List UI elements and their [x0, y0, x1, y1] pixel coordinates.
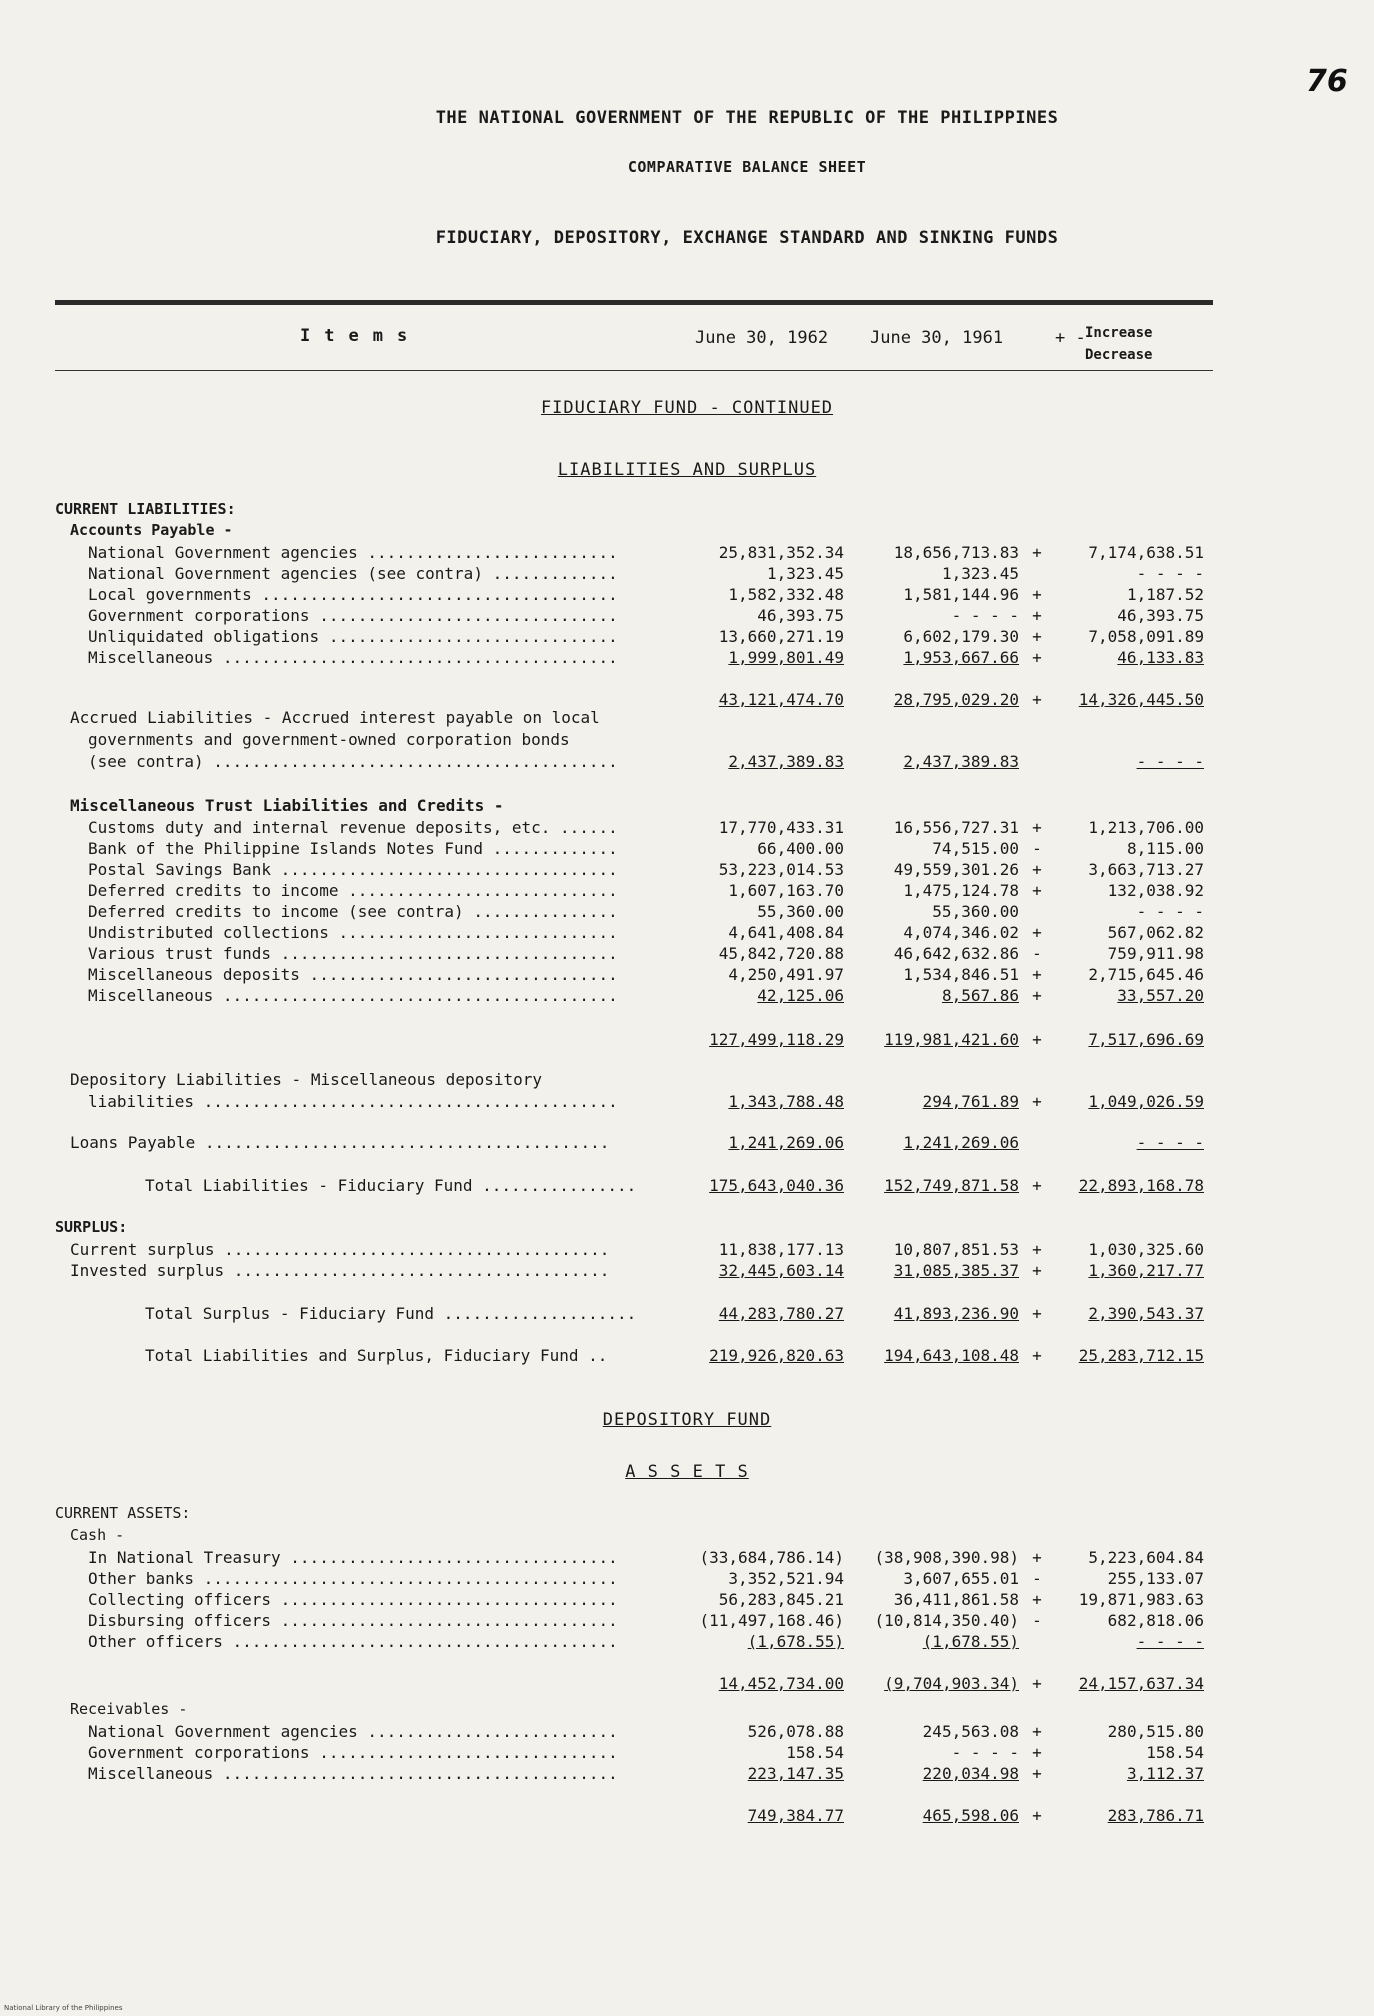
value-change: 14,326,445.50 — [1078, 690, 1204, 709]
table-row — [0, 986, 1374, 1008]
value-1962: 17,770,433.31 — [718, 818, 844, 837]
table-row — [0, 752, 1374, 774]
value-1961: 41,893,236.90 — [893, 1304, 1019, 1323]
value-1962: 66,400.00 — [757, 839, 844, 858]
value-1962: 14,452,734.00 — [718, 1674, 844, 1693]
header-increase: Increase — [1085, 325, 1153, 341]
value-1962: 55,360.00 — [757, 902, 844, 921]
table-row — [0, 944, 1374, 966]
value-change: 3,112.37 — [1126, 1764, 1204, 1783]
row-label: Total Liabilities - Fiduciary Fund ................ — [145, 1176, 637, 1195]
row-label: Various trust funds ................................... — [88, 944, 618, 963]
value-1962: 4,250,491.97 — [728, 965, 844, 984]
table-row — [0, 965, 1374, 987]
table-row — [0, 1611, 1374, 1633]
row-label: Deferred credits to income ............................ — [88, 881, 618, 900]
table-row — [0, 1806, 1374, 1828]
value-1962: 1,607,163.70 — [728, 881, 844, 900]
section-depository: DEPOSITORY FUND — [602, 1410, 772, 1430]
table-row — [0, 1176, 1374, 1198]
value-1962: 1,241,269.06 — [728, 1133, 844, 1152]
value-1961: 194,643,108.48 — [884, 1346, 1019, 1365]
value-1961: - - - - — [951, 1743, 1019, 1762]
value-1962: 44,283,780.27 — [718, 1304, 844, 1323]
value-change: 25,283,712.15 — [1078, 1346, 1204, 1365]
header-sign: + - — [1055, 328, 1086, 348]
table-row — [0, 1030, 1374, 1052]
value-1962: 53,223,014.53 — [718, 860, 844, 879]
value-1961: 36,411,861.58 — [893, 1590, 1019, 1609]
sign: + — [1032, 648, 1042, 667]
value-change: 567,062.82 — [1107, 923, 1204, 942]
title-government: THE NATIONAL GOVERNMENT OF THE REPUBLIC OF THE PHILIPPINES — [435, 108, 1059, 128]
row-label: Total Surplus - Fiduciary Fund .................... — [145, 1304, 637, 1323]
table-row — [0, 1261, 1374, 1283]
value-change: 1,030,325.60 — [1088, 1240, 1204, 1259]
table-row — [0, 1722, 1374, 1744]
row-label: Unliquidated obligations .............................. — [88, 627, 618, 646]
value-1962: 2,437,389.83 — [728, 752, 844, 771]
table-header — [55, 322, 1213, 368]
value-change: 2,715,645.46 — [1088, 965, 1204, 984]
table-row — [0, 543, 1374, 565]
table-row — [0, 1632, 1374, 1654]
value-1961: 1,323.45 — [941, 564, 1019, 583]
value-1961: 16,556,727.31 — [893, 818, 1019, 837]
row-label: Deferred credits to income (see contra) ............... — [88, 902, 618, 921]
value-1961: 46,642,632.86 — [893, 944, 1019, 963]
value-1962: 56,283,845.21 — [718, 1590, 844, 1609]
sign: + — [1032, 1590, 1042, 1609]
sign: + — [1032, 1806, 1042, 1825]
row-label: National Government agencies .......................... — [88, 1722, 618, 1741]
header-increase-decrease — [1085, 322, 1152, 366]
row-label: Customs duty and internal revenue deposits, etc. ...... — [88, 818, 618, 837]
section-assets: A S S E T S — [625, 1462, 749, 1482]
row-label: Current surplus ........................................ — [70, 1240, 610, 1259]
value-change: 1,187.52 — [1126, 585, 1204, 604]
table-row — [0, 902, 1374, 924]
value-1962: 526,078.88 — [747, 1722, 844, 1741]
value-change: 33,557.20 — [1117, 986, 1204, 1005]
row-label: Local governments ..................................... — [88, 585, 618, 604]
sign: + — [1032, 1304, 1042, 1323]
table-row — [0, 1674, 1374, 1696]
value-1961: 4,074,346.02 — [903, 923, 1019, 942]
row-label: Invested surplus ....................................... — [70, 1261, 610, 1280]
value-change: 280,515.80 — [1107, 1722, 1204, 1741]
header-line — [55, 370, 1213, 371]
value-1961: (10,814,350.40) — [874, 1611, 1019, 1630]
row-label: (see contra) .......................................... — [88, 752, 618, 771]
table-row — [0, 818, 1374, 840]
value-change: 158.54 — [1146, 1743, 1204, 1762]
value-1961: 28,795,029.20 — [893, 690, 1019, 709]
sign: - — [1032, 1569, 1042, 1588]
value-1961: 6,602,179.30 — [903, 627, 1019, 646]
value-1961: 18,656,713.83 — [893, 543, 1019, 562]
table-row — [0, 860, 1374, 882]
value-1961: 8,567.86 — [941, 986, 1019, 1005]
value-1962: 749,384.77 — [747, 1806, 844, 1825]
sign: + — [1032, 1548, 1042, 1567]
value-1962: 1,999,801.49 — [728, 648, 844, 667]
value-change: 682,818.06 — [1107, 1611, 1204, 1630]
footer-note: National Library of the Philippines — [4, 2004, 123, 2012]
value-1961: 2,437,389.83 — [903, 752, 1019, 771]
value-change: 1,213,706.00 — [1088, 818, 1204, 837]
value-1961: - - - - — [951, 606, 1019, 625]
value-change: 1,049,026.59 — [1088, 1092, 1204, 1111]
table-row — [0, 1590, 1374, 1612]
value-1961: 245,563.08 — [922, 1722, 1019, 1741]
value-change: 8,115.00 — [1126, 839, 1204, 858]
value-change: 2,390,543.37 — [1088, 1304, 1204, 1323]
group-cash: Cash - — [70, 1526, 125, 1544]
value-1962: 46,393.75 — [757, 606, 844, 625]
value-1962: 42,125.06 — [757, 986, 844, 1005]
value-1962: 13,660,271.19 — [718, 627, 844, 646]
value-change: 3,663,713.27 — [1088, 860, 1204, 879]
table-row — [0, 1569, 1374, 1591]
sign: + — [1032, 881, 1042, 900]
value-1961: 465,598.06 — [922, 1806, 1019, 1825]
value-1962: 158.54 — [786, 1743, 844, 1762]
value-change: - - - - — [1136, 1133, 1204, 1152]
value-change: 46,133.83 — [1117, 648, 1204, 667]
value-1961: 1,953,667.66 — [903, 648, 1019, 667]
table-row — [0, 648, 1374, 670]
sign: + — [1032, 1346, 1042, 1365]
sign: + — [1032, 1722, 1042, 1741]
value-1962: (11,497,168.46) — [699, 1611, 844, 1630]
sign: + — [1032, 606, 1042, 625]
table-row — [0, 1133, 1374, 1155]
sign: - — [1032, 1611, 1042, 1630]
table-row — [0, 564, 1374, 586]
row-label: Total Liabilities and Surplus, Fiduciary Fund .. — [145, 1346, 608, 1365]
group-misc-trust: Miscellaneous Trust Liabilities and Credits - — [70, 796, 504, 815]
row-label: Miscellaneous ......................................... — [88, 648, 618, 667]
row-label: Other banks ........................................... — [88, 1569, 618, 1588]
value-1961: 119,981,421.60 — [884, 1030, 1019, 1049]
sign: + — [1032, 860, 1042, 879]
header-items: Items — [300, 326, 422, 346]
value-change: 283,786.71 — [1107, 1806, 1204, 1825]
value-change: 22,893,168.78 — [1078, 1176, 1204, 1195]
group-current-liabilities: CURRENT LIABILITIES: — [55, 500, 236, 518]
sign: + — [1032, 543, 1042, 562]
row-label: Bank of the Philippine Islands Notes Fund ............. — [88, 839, 618, 858]
value-1961: 49,559,301.26 — [893, 860, 1019, 879]
value-1962: 127,499,118.29 — [709, 1030, 844, 1049]
row-label: Government corporations ............................... — [88, 606, 618, 625]
row-label: National Government agencies (see contra) ............. — [88, 564, 618, 583]
value-change: 1,360,217.77 — [1088, 1261, 1204, 1280]
title-balance-sheet: COMPARATIVE BALANCE SHEET — [627, 158, 867, 176]
value-1961: 294,761.89 — [922, 1092, 1019, 1111]
value-1961: 1,534,846.51 — [903, 965, 1019, 984]
value-1962: 43,121,474.70 — [718, 690, 844, 709]
row-label: Loans Payable .......................................... — [70, 1133, 610, 1152]
table-row — [0, 1764, 1374, 1786]
row-label: Miscellaneous deposits ................................ — [88, 965, 618, 984]
table-row — [0, 1548, 1374, 1570]
row-label: Miscellaneous ......................................... — [88, 986, 618, 1005]
value-1962: 45,842,720.88 — [718, 944, 844, 963]
header-bar — [55, 300, 1213, 305]
value-1962: 223,147.35 — [747, 1764, 844, 1783]
value-1962: 175,643,040.36 — [709, 1176, 844, 1195]
sign: + — [1032, 585, 1042, 604]
row-label: Collecting officers ................................... — [88, 1590, 618, 1609]
value-1961: (1,678.55) — [922, 1632, 1019, 1651]
value-change: - - - - — [1136, 1632, 1204, 1651]
value-1961: 220,034.98 — [922, 1764, 1019, 1783]
sign: - — [1032, 839, 1042, 858]
sign: + — [1032, 986, 1042, 1005]
value-change: 7,517,696.69 — [1088, 1030, 1204, 1049]
table-row — [0, 881, 1374, 903]
value-1962: 11,838,177.13 — [718, 1240, 844, 1259]
sign: - — [1032, 944, 1042, 963]
value-1961: 31,085,385.37 — [893, 1261, 1019, 1280]
table-row — [0, 1240, 1374, 1262]
sign: + — [1032, 818, 1042, 837]
value-1961: 3,607,655.01 — [903, 1569, 1019, 1588]
sign: + — [1032, 965, 1042, 984]
value-1962: 219,926,820.63 — [709, 1346, 844, 1365]
value-1961: 1,475,124.78 — [903, 881, 1019, 900]
group-depository-liabilities: Depository Liabilities - Miscellaneous depository — [70, 1070, 543, 1089]
value-change: 7,058,091.89 — [1088, 627, 1204, 646]
value-1962: 4,641,408.84 — [728, 923, 844, 942]
group-receivables: Receivables - — [70, 1700, 188, 1718]
value-1961: 10,807,851.53 — [893, 1240, 1019, 1259]
group-accounts-payable: Accounts Payable - — [70, 521, 233, 539]
table-row — [0, 839, 1374, 861]
value-1962: 1,323.45 — [766, 564, 844, 583]
row-label: Disbursing officers ................................... — [88, 1611, 618, 1630]
sign: + — [1032, 1030, 1042, 1049]
value-change: - - - - — [1136, 564, 1204, 583]
value-1961: 55,360.00 — [932, 902, 1019, 921]
sign: + — [1032, 1674, 1042, 1693]
value-1962: 1,343,788.48 — [728, 1092, 844, 1111]
table-row — [0, 606, 1374, 628]
sign: + — [1032, 1092, 1042, 1111]
row-label: Undistributed collections ............................. — [88, 923, 618, 942]
table-row — [0, 1092, 1374, 1114]
value-1961: (38,908,390.98) — [874, 1548, 1019, 1567]
value-1962: 25,831,352.34 — [718, 543, 844, 562]
sign: + — [1032, 1743, 1042, 1762]
table-row — [0, 585, 1374, 607]
table-row — [0, 1304, 1374, 1326]
row-label: National Government agencies .......................... — [88, 543, 618, 562]
sign: + — [1032, 1261, 1042, 1280]
sign: + — [1032, 627, 1042, 646]
value-1962: 32,445,603.14 — [718, 1261, 844, 1280]
value-1962: (33,684,786.14) — [699, 1548, 844, 1567]
value-1961: 152,749,871.58 — [884, 1176, 1019, 1195]
sign: + — [1032, 1176, 1042, 1195]
section-fiduciary: FIDUCIARY FUND - CONTINUED — [540, 398, 834, 418]
header-col-1961: June 30, 1961 — [870, 328, 1004, 348]
group-current-assets: CURRENT ASSETS: — [55, 1504, 191, 1522]
table-row — [0, 1346, 1374, 1368]
sign: + — [1032, 923, 1042, 942]
value-change: 19,871,983.63 — [1078, 1590, 1204, 1609]
value-change: 759,911.98 — [1107, 944, 1204, 963]
value-change: - - - - — [1136, 902, 1204, 921]
header-col-1962: June 30, 1962 — [695, 328, 829, 348]
value-1962: (1,678.55) — [747, 1632, 844, 1651]
table-row — [0, 1743, 1374, 1765]
page-number: 76 — [1306, 64, 1348, 99]
value-change: 46,393.75 — [1117, 606, 1204, 625]
value-change: 7,174,638.51 — [1088, 543, 1204, 562]
sign: + — [1032, 1764, 1042, 1783]
table-row — [0, 627, 1374, 649]
value-change: 24,157,637.34 — [1078, 1674, 1204, 1693]
value-change: 255,133.07 — [1107, 1569, 1204, 1588]
group-accrued-1: Accrued Liabilities - Accrued interest payable on local — [70, 708, 600, 727]
value-1962: 1,582,332.48 — [728, 585, 844, 604]
header-decrease: Decrease — [1085, 347, 1153, 363]
group-surplus: SURPLUS: — [55, 1218, 128, 1236]
group-accrued-2: governments and government-owned corporation bonds — [88, 730, 570, 749]
sign: + — [1032, 690, 1042, 709]
value-change: - - - - — [1136, 752, 1204, 771]
row-label: In National Treasury .................................. — [88, 1548, 618, 1567]
row-label: Government corporations ............................... — [88, 1743, 618, 1762]
table-row — [0, 923, 1374, 945]
row-label: Other officers ........................................ — [88, 1632, 618, 1651]
value-1961: (9,704,903.34) — [884, 1674, 1019, 1693]
row-label: Postal Savings Bank ................................... — [88, 860, 618, 879]
value-change: 132,038.92 — [1107, 881, 1204, 900]
value-1961: 1,581,144.96 — [903, 585, 1019, 604]
value-1961: 1,241,269.06 — [903, 1133, 1019, 1152]
section-liabilities: LIABILITIES AND SURPLUS — [557, 460, 817, 480]
row-label: liabilities ........................................... — [88, 1092, 618, 1111]
value-change: 5,223,604.84 — [1088, 1548, 1204, 1567]
title-funds: FIDUCIARY, DEPOSITORY, EXCHANGE STANDARD AND SINKING FUNDS — [435, 228, 1059, 248]
value-1962: 3,352,521.94 — [728, 1569, 844, 1588]
value-1961: 74,515.00 — [932, 839, 1019, 858]
sign: + — [1032, 1240, 1042, 1259]
row-label: Miscellaneous ......................................... — [88, 1764, 618, 1783]
